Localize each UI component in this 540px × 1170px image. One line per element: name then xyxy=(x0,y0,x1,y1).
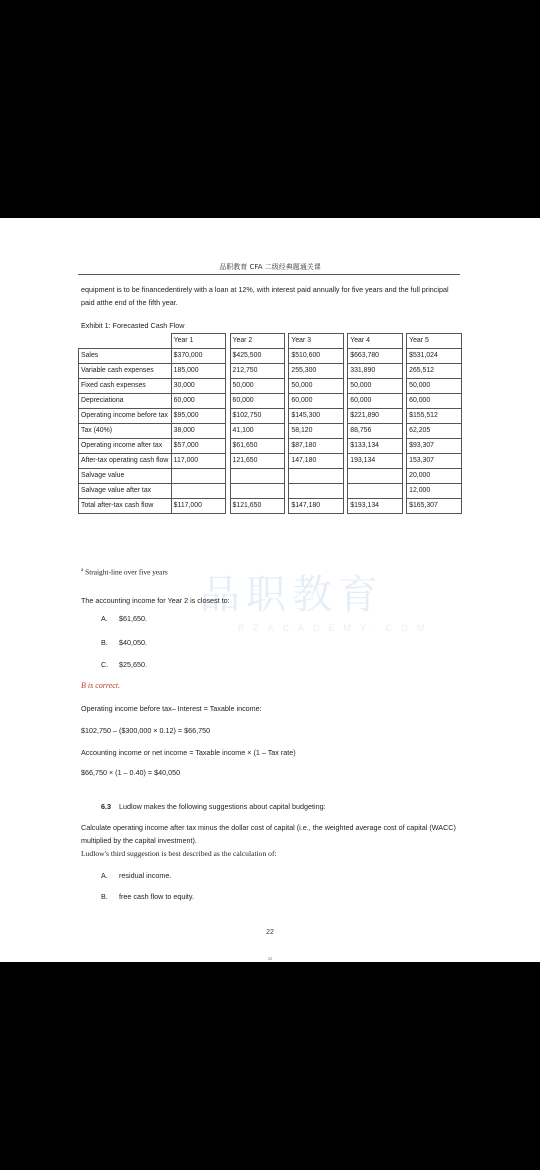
table-cell xyxy=(289,484,344,499)
table-row xyxy=(79,454,462,469)
table-cell: 62,205 xyxy=(407,424,462,439)
table-row xyxy=(79,394,462,409)
table-cell: 255,300 xyxy=(289,364,344,379)
watermark-logo: 品职教育 xyxy=(200,572,384,618)
row-label: Depreciationa xyxy=(79,394,172,409)
year-header: Year 5 xyxy=(407,334,462,349)
table-cell: 50,000 xyxy=(230,379,285,394)
table-row xyxy=(79,424,462,439)
table-cell: 41,100 xyxy=(230,424,285,439)
footer-mark: 22 xyxy=(267,956,273,961)
table-cell: $93,307 xyxy=(407,439,462,454)
table-cell: 153,307 xyxy=(407,454,462,469)
table-row xyxy=(79,409,462,424)
option-letter: B. xyxy=(101,892,108,901)
table-cell: 38,000 xyxy=(171,424,226,439)
table-cell: 121,650 xyxy=(230,454,285,469)
table-cell: $95,000 xyxy=(171,409,226,424)
table-cell: 185,000 xyxy=(171,364,226,379)
row-label: Tax (40%) xyxy=(79,424,172,439)
table-cell: $663,780 xyxy=(348,349,403,364)
question2-prompt: Ludlow's third suggestion is best described as the calculation of: xyxy=(81,849,277,858)
table-cell: 147,180 xyxy=(289,454,344,469)
table-row xyxy=(79,439,462,454)
row-label: Variable cash expenses xyxy=(79,364,172,379)
year-header: Year 1 xyxy=(171,334,226,349)
answer-text: B is correct. xyxy=(81,681,121,690)
table-cell: 60,000 xyxy=(407,394,462,409)
question2-heading xyxy=(101,800,461,813)
option-letter: A. xyxy=(101,871,108,880)
table-row xyxy=(79,349,462,364)
row-label: Fixed cash expenses xyxy=(79,379,172,394)
table-cell: 60,000 xyxy=(230,394,285,409)
table-cell: $61,650 xyxy=(230,439,285,454)
question-number: 6.3 xyxy=(101,802,111,811)
table-row xyxy=(79,469,462,484)
intro-paragraph: equipment is to be financedentirely with a loan at 12%, with interest paid annually for five years and the full principal paid atthe end of the fifth year. xyxy=(81,285,449,307)
table-cell: $102,750 xyxy=(230,409,285,424)
footnote-text: Straight-line over five years xyxy=(83,567,168,577)
table-cell: $145,300 xyxy=(289,409,344,424)
table-cell: $510,600 xyxy=(289,349,344,364)
year-header: Year 2 xyxy=(230,334,285,349)
header-title: 品职教育 CFA 二级经典题通关课 xyxy=(219,263,321,271)
option-text: free cash flow to equity. xyxy=(119,892,194,901)
row-label: Total after-tax cash flow xyxy=(79,499,172,514)
table-cell xyxy=(289,469,344,484)
row-label: Salvage value xyxy=(79,469,172,484)
exhibit-caption: Exhibit 1: Forecasted Cash Flow xyxy=(81,321,185,330)
row-label: Sales xyxy=(79,349,172,364)
table-cell: $165,307 xyxy=(407,499,462,514)
table-row xyxy=(79,499,462,514)
table-cell: 12,000 xyxy=(407,484,462,499)
table-cell: 50,000 xyxy=(289,379,344,394)
row-label: Operating income before tax xyxy=(79,409,172,424)
table-cell: $147,180 xyxy=(289,499,344,514)
table-cell: 331,890 xyxy=(348,364,403,379)
table-cell xyxy=(348,469,403,484)
option-text: $40,050. xyxy=(119,638,147,647)
table-cell: $87,180 xyxy=(289,439,344,454)
table-cell xyxy=(171,484,226,499)
table-cell: $221,890 xyxy=(348,409,403,424)
table-cell: 60,000 xyxy=(171,394,226,409)
explanation-line: $66,750 × (1 – 0.40) = $40,050 xyxy=(81,768,181,777)
option-text: $61,650. xyxy=(119,614,147,623)
option-text: residual income. xyxy=(119,871,172,880)
table-header-row xyxy=(79,334,462,349)
table-cell: $531,024 xyxy=(407,349,462,364)
table-row xyxy=(79,379,462,394)
table-cell xyxy=(230,484,285,499)
cash-flow-table xyxy=(78,333,462,514)
document-page xyxy=(0,218,540,962)
question2-statement: Calculate operating income after tax minus the dollar cost of capital (i.e., the weighted average cost of capital (WACC) multiplied by the capital investment). xyxy=(81,823,456,845)
table-cell: 50,000 xyxy=(348,379,403,394)
table-cell: 30,000 xyxy=(171,379,226,394)
table-cell: $57,000 xyxy=(171,439,226,454)
table-cell: 60,000 xyxy=(289,394,344,409)
option-letter: B. xyxy=(101,638,108,647)
year-header: Year 3 xyxy=(289,334,344,349)
table-cell: $155,512 xyxy=(407,409,462,424)
table-cell: 117,000 xyxy=(171,454,226,469)
explanation-line: $102,750 – ($300,000 × 0.12) = $66,750 xyxy=(81,726,211,735)
row-label: After-tax operating cash flow xyxy=(79,454,172,469)
table-cell: $133,134 xyxy=(348,439,403,454)
table-cell xyxy=(230,469,285,484)
table-cell: 212,750 xyxy=(230,364,285,379)
table-cell: $370,000 xyxy=(171,349,226,364)
option-text: $25,650. xyxy=(119,660,147,669)
table-row xyxy=(79,484,462,499)
table-cell: 50,000 xyxy=(407,379,462,394)
explanation-line: Operating income before tax– Interest = Taxable income: xyxy=(81,704,262,713)
table-cell xyxy=(348,484,403,499)
year-header: Year 4 xyxy=(348,334,403,349)
table-cell: $121,650 xyxy=(230,499,285,514)
page-number: 22 xyxy=(266,929,274,936)
table-cell xyxy=(171,469,226,484)
table-cell: $117,000 xyxy=(171,499,226,514)
footnote-mark: a xyxy=(81,568,84,573)
table-cell: 20,000 xyxy=(407,469,462,484)
watermark-url: PZACADEMY.COM xyxy=(238,623,434,633)
question2-intro: Ludlow makes the following suggestions about capital budgeting: xyxy=(119,802,326,811)
question-text: The accounting income for Year 2 is closest to: xyxy=(81,596,230,605)
explanation-line: Accounting income or net income = Taxable income × (1 – Tax rate) xyxy=(81,748,296,757)
table-cell: 88,756 xyxy=(348,424,403,439)
table-cell: 58,120 xyxy=(289,424,344,439)
header-rule xyxy=(78,274,460,275)
row-label: Salvage value after tax xyxy=(79,484,172,499)
table-cell: 60,000 xyxy=(348,394,403,409)
table-row xyxy=(79,364,462,379)
table-footnote xyxy=(81,564,461,578)
table-cell: $425,500 xyxy=(230,349,285,364)
option-letter: A. xyxy=(101,614,108,623)
table-cell: $193,134 xyxy=(348,499,403,514)
table-cell: 265,512 xyxy=(407,364,462,379)
row-label: Operating income after tax xyxy=(79,439,172,454)
table-cell: 193,134 xyxy=(348,454,403,469)
option-letter: C. xyxy=(101,660,109,669)
